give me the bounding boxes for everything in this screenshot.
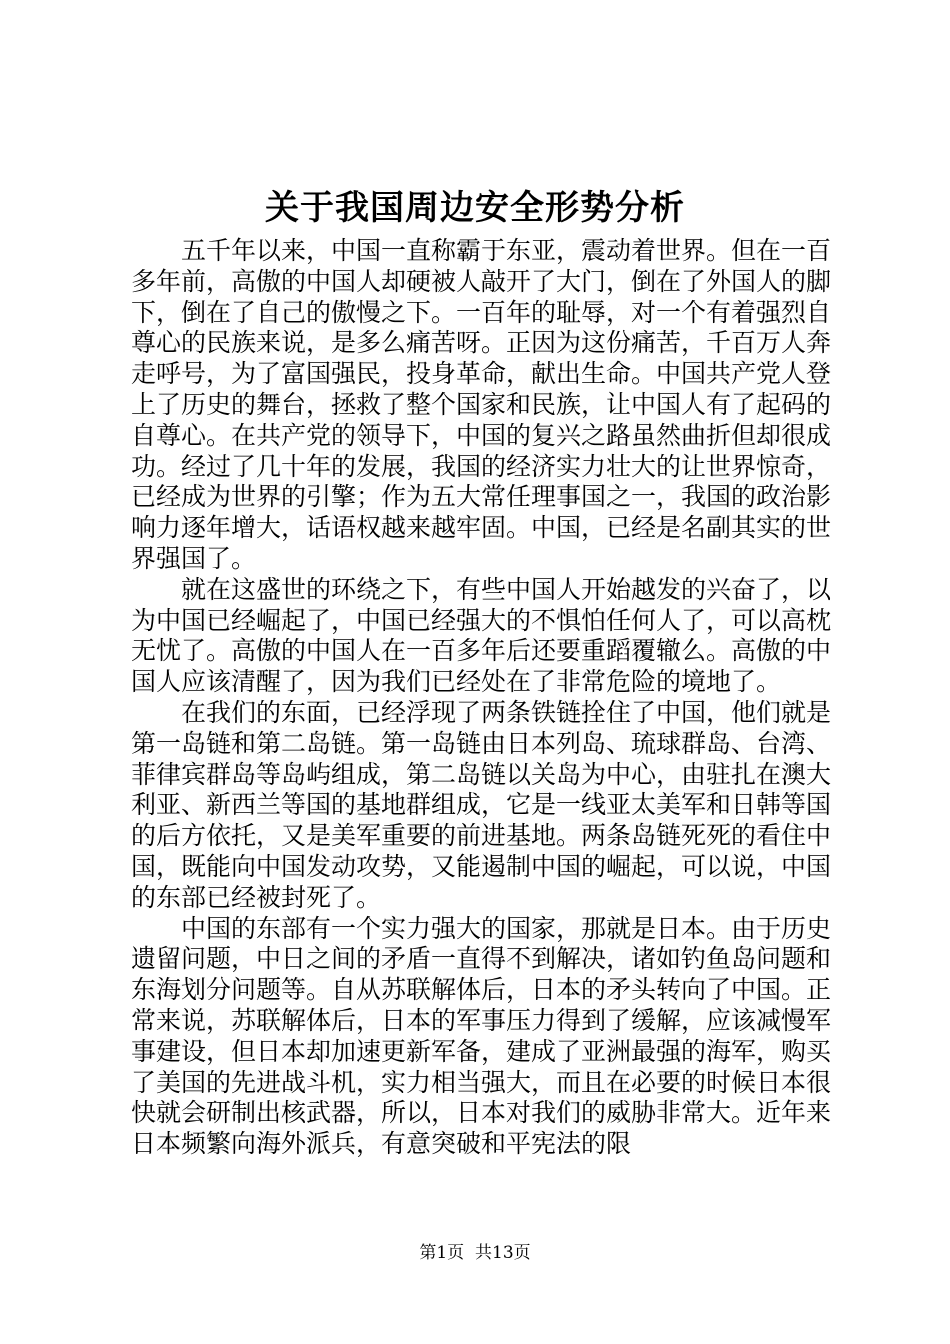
- page-footer: [0, 1241, 950, 1265]
- paragraph-3: 在我们的东面，已经浮现了两条铁链拴住了中国，他们就是第一岛链和第二岛链。第一岛链由日本列岛、琉球群岛、台湾、菲律宾群岛等岛屿组成，第二岛链以关岛为中心，由驻扎在澳大利亚、新西兰等国的基地群组成，它是一线亚太美军和日韩等国的后方依托，又是美军重要的前进基地。两条岛链死死的看住中国，既能向中国发动攻势，又能遏制中国的崛起，可以说，中国的东部已经被封死了。: [131, 697, 832, 912]
- document-body: [131, 236, 831, 1160]
- paragraph-4: 中国的东部有一个实力强大的国家，那就是日本。由于历史遗留问题，中日之间的矛盾一直得不到解决，诸如钓鱼岛问题和东海划分问题等。自从苏联解体后，日本的矛头转向了中国。正常来说，苏联解体后，日本的军事压力得到了缓解，应该减慢军事建设，但日本却加速更新军备，建成了亚洲最强的海军，购买了美国的先进战斗机，实力相当强大，而且在必要的时候日本很快就会研制出核武器，所以，日本对我们的威胁非常大。近年来日本频繁向海外派兵，有意突破和平宪法的限: [131, 913, 832, 1159]
- paragraph-1: 五千年以来，中国一直称霸于东亚，震动着世界。但在一百多年前，高傲的中国人却硬被人敲开了大门，倒在了外国人的脚下，倒在了自己的傲慢之下。一百年的耻辱，对一个有着强烈自尊心的民族来说，是多么痛苦呀。正因为这份痛苦，千百万人奔走呼号，为了富国强民，投身革命，献出生命。中国共产党人登上了历史的舞台，拯救了整个国家和民族，让中国人有了起码的自尊心。在共产党的领导下，中国的复兴之路虽然曲折但却很成功。经过了几十年的发展，我国的经济实力壮大的让世界惊奇，已经成为世界的引擎；作为五大常任理事国之一，我国的政治影响力逐年增大，话语权越来越牢固。中国，已经是名副其实的世界强国了。: [131, 236, 832, 573]
- page-number: 第1页: [419, 1243, 465, 1263]
- paragraph-2: 就在这盛世的环绕之下，有些中国人开始越发的兴奋了，以为中国已经崛起了，中国已经强大的不惧怕任何人了，可以高枕无忧了。高傲的中国人在一百多年后还要重蹈覆辙么。高傲的中国人应该清醒了，因为我们已经处在了非常危险的境地了。: [131, 574, 832, 697]
- document-title: 关于我国周边安全形势分析: [265, 188, 685, 228]
- page-total: 共13页: [475, 1243, 531, 1263]
